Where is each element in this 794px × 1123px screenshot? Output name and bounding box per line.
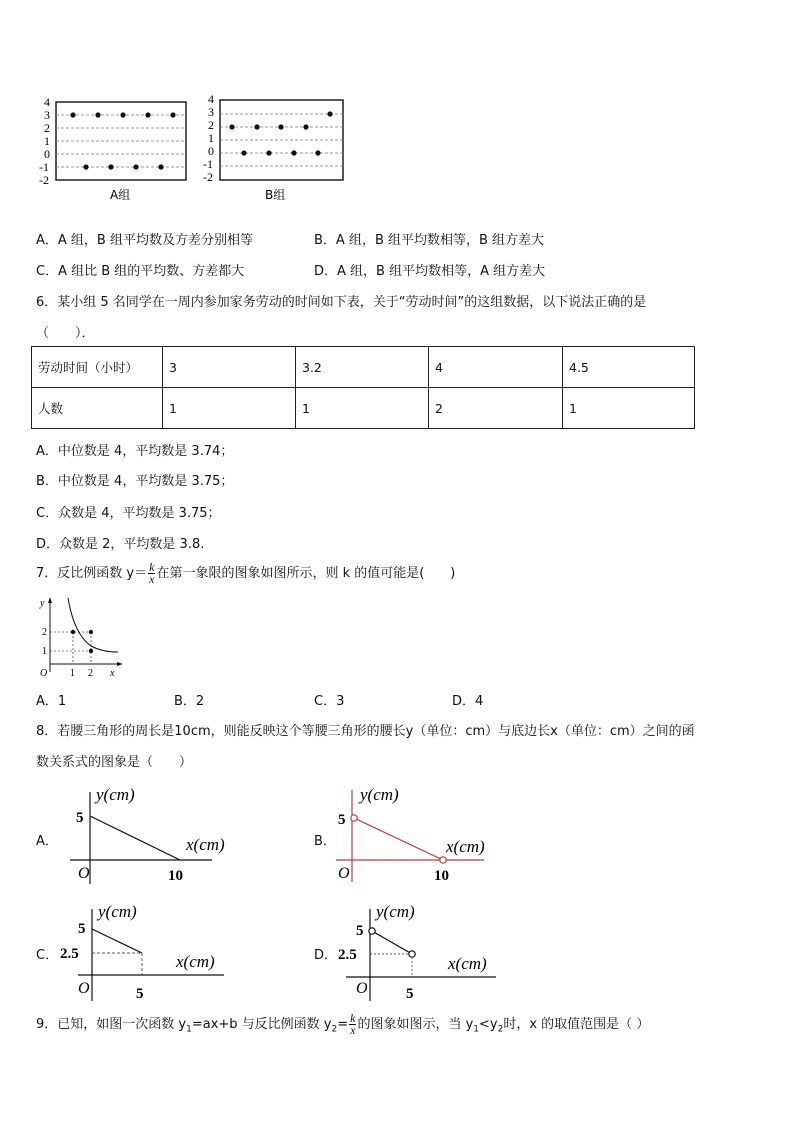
data-point [70, 112, 75, 117]
table-cell: 劳动时间（小时） [32, 347, 163, 388]
data-point [170, 112, 175, 117]
q5-option-b: B．A 组，B 组平均数相等，B 组方差大 [314, 233, 545, 248]
data-point [241, 150, 246, 155]
origin-label: O [78, 865, 90, 882]
tick-label: 2.5 [338, 947, 357, 963]
tick-label: 5 [406, 986, 414, 1002]
tick-label: 5 [338, 812, 346, 828]
q5-option-d: D．A 组，B 组平均数相等，A 组方差大 [314, 264, 546, 279]
open-endpoint [351, 815, 357, 821]
fraction: $\frac{k}{x}$ [149, 560, 155, 586]
q5-option-a: A．A 组，B 组平均数及方差分别相等 [36, 233, 253, 248]
q6-option-a: A．中位数是 4，平均数是 3.74； [36, 444, 234, 459]
y-tick: 0 [44, 147, 50, 161]
q8-label-d: D． [314, 948, 338, 963]
q8-label-a: A． [36, 834, 58, 849]
tick-label: 5 [78, 921, 86, 937]
table-cell: 1 [563, 388, 695, 429]
table-row [32, 388, 695, 429]
q8-label-b: B． [314, 834, 336, 849]
data-point [133, 164, 138, 169]
data-point [303, 124, 308, 129]
fraction: $\frac{k}{x}$ [350, 1011, 356, 1037]
q6-option-b: B．中位数是 4，平均数是 3.75； [36, 474, 234, 489]
origin-label: O [40, 668, 48, 679]
data-point [327, 111, 332, 116]
x-axis-label: x(cm) [186, 835, 225, 854]
q7-graph [36, 594, 126, 680]
tick-label: 1 [42, 646, 47, 657]
q7-option-d: D．4 [452, 694, 484, 709]
tick-label: 5 [76, 810, 84, 826]
table-cell: 1 [296, 388, 429, 429]
y-tick: 3 [208, 105, 214, 119]
q8-stem-line1: 8．若腰三角形的周长是10cm，则能反映这个等腰三角形的腰长y（单位：cm）与底边长x（单位：cm）之间的函 [36, 724, 695, 739]
q6-table [31, 346, 695, 429]
q8-stem-line2: 数关系式的图象是（ ） [36, 755, 193, 770]
table-cell: 人数 [32, 388, 163, 429]
y-tick: 2 [208, 118, 214, 132]
data-point [89, 630, 93, 634]
q7-option-c: C．3 [314, 694, 345, 709]
q8-graph-b [334, 780, 514, 890]
data-point [120, 112, 125, 117]
tick-label: 2.5 [60, 946, 79, 962]
q8-label-c: C． [36, 948, 59, 963]
tick-label: 2 [88, 668, 93, 679]
data-point [145, 112, 150, 117]
group-b-label: B组 [265, 188, 286, 202]
data-point [108, 164, 113, 169]
open-endpoint [369, 928, 375, 934]
q7-option-a: A．1 [36, 694, 67, 709]
data-point [291, 150, 296, 155]
y-tick: 0 [208, 144, 214, 158]
table-cell: 4 [429, 347, 563, 388]
q6-stem: 6．某小组 5 名同学在一周内参加家务劳动的时间如下表，关于“劳动时间”的这组数据，以下说法正确的是 [36, 295, 647, 310]
y-tick: 3 [44, 108, 50, 122]
table-cell: 2 [429, 388, 563, 429]
origin-label: O [78, 980, 90, 997]
data-point [95, 112, 100, 117]
table-cell: 4.5 [563, 347, 695, 388]
open-endpoint [440, 857, 446, 863]
q7-stem: 7．反比例函数 y＝ $\frac{k}{x}$ 在第一象限的图象如图所示，则 k 的值可能是( ) [36, 560, 456, 586]
y-tick: -2 [39, 173, 49, 187]
data-point [229, 124, 234, 129]
y-tick: 1 [44, 134, 50, 148]
y-axis-label: y(cm) [96, 785, 135, 804]
tick-label: 5 [136, 986, 144, 1002]
q7-option-b: B．2 [174, 694, 205, 709]
data-point [158, 164, 163, 169]
origin-label: O [356, 980, 368, 997]
x-axis-label: x(cm) [446, 837, 485, 856]
origin-label: O [338, 865, 350, 882]
y-tick: -2 [203, 170, 213, 184]
y-axis-label: y(cm) [98, 902, 137, 921]
q6-option-d: D．众数是 2，平均数是 3.8. [36, 537, 205, 552]
axis-label: y [40, 598, 45, 609]
tick-label: 1 [70, 668, 75, 679]
tick-label: 10 [168, 868, 183, 884]
y-axis-label: y(cm) [376, 902, 415, 921]
tick-label: 2 [42, 627, 47, 638]
q8-graph-d [336, 897, 516, 1009]
data-point [71, 630, 75, 634]
y-tick: -1 [39, 160, 49, 174]
q8-graph-a [62, 780, 262, 890]
y-axis-label: y(cm) [360, 785, 399, 804]
table-cell: 1 [163, 388, 296, 429]
q5-option-c: C．A 组比 B 组的平均数、方差都大 [36, 264, 245, 279]
y-tick: 4 [44, 95, 50, 109]
data-point [89, 649, 93, 653]
group-a-label: A组 [110, 188, 131, 202]
data-point [315, 150, 320, 155]
y-tick: -1 [203, 157, 213, 171]
y-tick: 2 [44, 121, 50, 135]
q8-graph-c [58, 897, 238, 1009]
table-cell: 3 [163, 347, 296, 388]
x-axis-label: x(cm) [176, 952, 215, 971]
tick-label: 10 [434, 868, 449, 884]
y-tick: 4 [208, 92, 214, 106]
axis-label: x [110, 668, 115, 679]
q6-option-c: C．众数是 4，平均数是 3.75； [36, 506, 221, 521]
group-a-chart [36, 92, 196, 204]
data-point [254, 124, 259, 129]
q9-stem: 9．已知，如图一次函数 $y_1=ax+b$ 与反比例函数 $y_2=$ $\frac{k}{x}$ 的图象如图示，当 $y_1<y_2$时，x 的取值范围是（ ） [36, 1011, 650, 1037]
data-point [266, 150, 271, 155]
x-axis-label: x(cm) [448, 954, 487, 973]
table-cell: 3.2 [296, 347, 429, 388]
open-endpoint [409, 951, 415, 957]
table-row [32, 347, 695, 388]
tick-label: 5 [356, 923, 364, 939]
data-point [278, 124, 283, 129]
data-point [83, 164, 88, 169]
q6-paren: （ ）． [36, 326, 95, 341]
y-tick: 1 [208, 131, 214, 145]
group-b-chart [200, 92, 360, 204]
